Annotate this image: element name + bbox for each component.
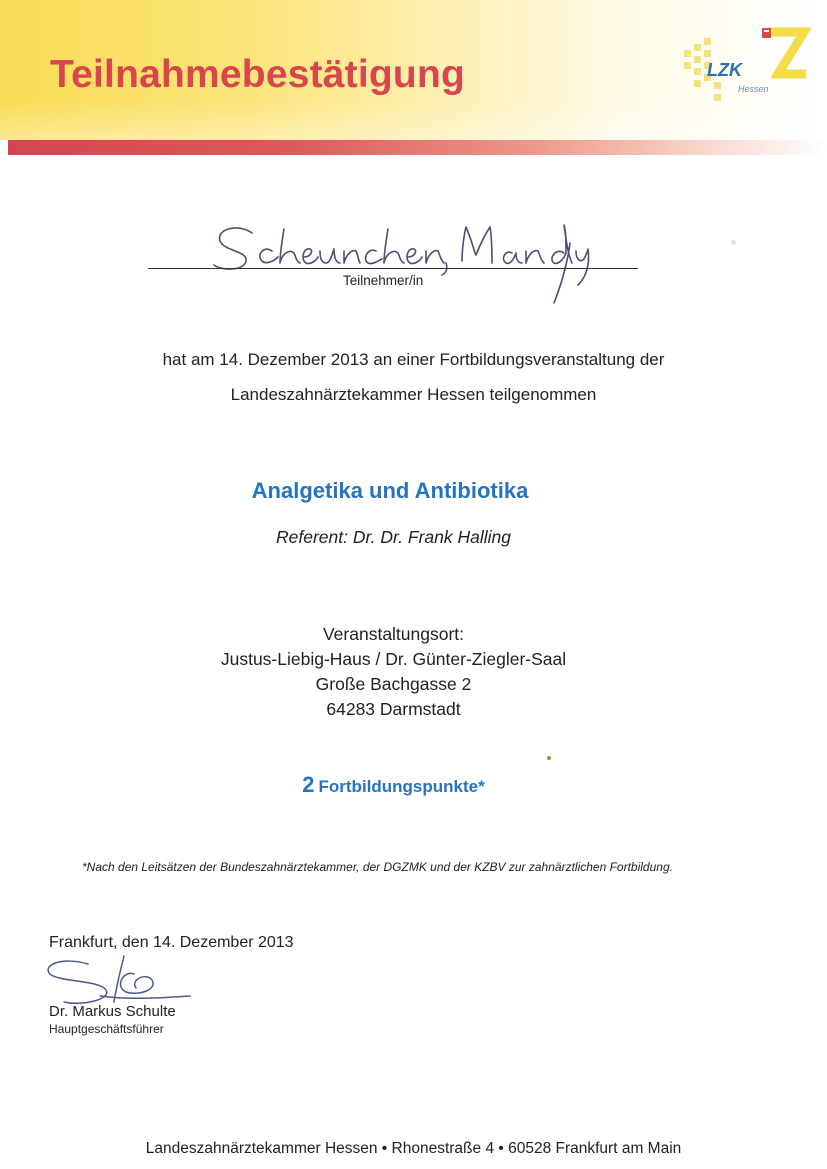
intro-line-2: Landeszahnärztekammer Hessen teilgenommen — [230, 385, 597, 404]
header-stripe — [8, 140, 827, 155]
venue-label: Veranstaltungsort: — [322, 624, 465, 644]
logo-subtext: Hessen — [738, 84, 769, 94]
scan-speck — [731, 240, 736, 245]
course-speaker: Referent: Dr. Dr. Frank Halling — [275, 527, 512, 547]
lzk-logo-icon — [676, 22, 811, 112]
place-date: Frankfurt, den 14. Dezember 2013 — [49, 934, 294, 951]
document-title: Teilnahmebestätigung — [50, 53, 465, 96]
points-value: 2 — [302, 772, 315, 797]
points-label: Fortbildungspunkte* — [318, 777, 485, 796]
participant-caption: Teilnehmer/in — [343, 273, 424, 288]
points-line — [0, 772, 787, 798]
venue-name: Justus-Liebig-Haus / Dr. Günter-Ziegler-Saal — [220, 649, 567, 669]
venue-block — [0, 622, 787, 722]
course-title: Analgetika und Antibiotika — [251, 478, 529, 503]
signatory-role: Hauptgeschäftsführer — [49, 1022, 164, 1036]
footnote: *Nach den Leitsätzen der Bundeszahnärztekammer, der DGZMK und der KZBV zur zahnärztlichen Fortbildung. — [82, 860, 673, 874]
logo-text: LZK — [707, 60, 742, 80]
footer-address: Landeszahnärztekammer Hessen • Rhonestraße 4 • 60528 Frankfurt am Main — [145, 1140, 682, 1157]
signatory-name: Dr. Markus Schulte — [49, 1003, 176, 1020]
venue-street: Große Bachgasse 2 — [315, 674, 472, 694]
participant-handwritten-name — [200, 215, 600, 310]
participant-name-line — [148, 268, 638, 269]
intro-line-1: hat am 14. Dezember 2013 an einer Fortbildungsveranstaltung der — [162, 350, 665, 369]
scan-speck — [547, 756, 551, 760]
venue-city: 64283 Darmstadt — [326, 699, 461, 719]
